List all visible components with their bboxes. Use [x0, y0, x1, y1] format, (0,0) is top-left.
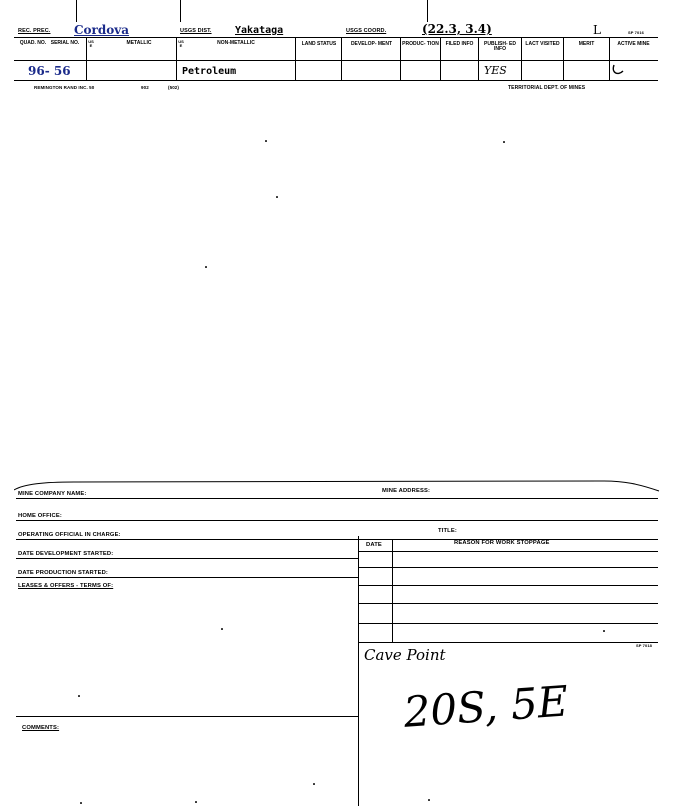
field-rule: [16, 539, 658, 540]
field-rule: [16, 498, 658, 499]
bottom-form-number: SP 7018: [636, 643, 652, 648]
scan-speck: [80, 802, 82, 804]
scan-speck: [195, 801, 197, 803]
field-rule: [16, 520, 658, 521]
usgs-dist-label: USGS DIST.: [180, 28, 212, 34]
row-rule: [14, 80, 658, 81]
printer-imprint: REMINGTON RAND INC. 50: [34, 85, 95, 90]
usgs-dist-value: Yakataga: [235, 25, 284, 36]
published-info-header: PUBLISH- ED INFO: [484, 41, 516, 53]
reason-header: REASON FOR WORK STOPPAGE: [454, 540, 550, 546]
comments-label: COMMENTS:: [22, 725, 60, 731]
metallic-header: METALLIC: [126, 40, 152, 46]
corner-mark: L: [593, 23, 601, 37]
title-label: TITLE:: [438, 528, 457, 534]
row-rule: [14, 37, 658, 38]
column-rule: [400, 37, 401, 81]
card-edge-tick: [427, 0, 428, 22]
quad-no-value: 96- 56: [28, 64, 71, 78]
active-mine-check-mark: [608, 62, 630, 80]
development-header: DEVELOP- MENT: [350, 41, 393, 47]
date-development-started-label: DATE DEVELOPMENT STARTED:: [18, 551, 114, 557]
table-rule: [358, 551, 658, 552]
rec-prec-label: REC. PREC.: [18, 28, 51, 34]
scan-speck: [313, 783, 315, 785]
column-rule: [440, 37, 441, 81]
scan-speck: [205, 266, 207, 268]
column-rule: [86, 37, 87, 81]
use-nonmetallic-header: USE: [178, 39, 184, 49]
scan-speck: [265, 140, 267, 142]
field-rule: [16, 558, 358, 559]
table-rule: [358, 642, 658, 643]
row-rule: [14, 60, 658, 61]
quad-no-header: QUAD. NO.: [19, 40, 47, 46]
handwritten-place: Cave Point: [364, 646, 446, 664]
column-rule: [295, 37, 296, 81]
scan-speck: [603, 630, 605, 632]
scan-speck: [428, 799, 430, 801]
scan-speck: [276, 196, 278, 198]
card-edge-tick: [180, 0, 181, 22]
mine-address-label: MINE ADDRESS:: [382, 488, 431, 494]
handwritten-location: 20S, 5E: [402, 676, 570, 737]
use-metallic-header: USE: [88, 39, 94, 49]
column-rule: [176, 37, 177, 81]
column-rule: [521, 37, 522, 81]
active-mine-header: ACTIVE MINE: [617, 41, 650, 47]
scan-speck: [503, 141, 505, 143]
production-header: PRODUC- TION: [402, 41, 439, 47]
field-rule: [16, 716, 358, 717]
home-office-label: HOME OFFICE:: [18, 513, 62, 519]
card-divider: [358, 536, 359, 806]
footer-code-2: (502): [168, 85, 180, 90]
form-number: SP 7016: [628, 30, 644, 35]
last-visited-header: LACT VISITED: [525, 41, 560, 47]
rec-prec-value: Cordova: [74, 23, 130, 37]
table-rule: [358, 623, 658, 624]
scan-speck: [78, 695, 80, 697]
scan-speck: [221, 628, 223, 630]
published-info-value: YES: [484, 64, 507, 77]
column-rule: [563, 37, 564, 81]
date-production-started-label: DATE PRODUCTION STARTED:: [18, 570, 109, 576]
column-rule: [478, 37, 479, 81]
merit-header: MERIT: [578, 41, 595, 47]
column-rule: [341, 37, 342, 81]
filed-info-header: FILED INFO: [445, 41, 474, 47]
issuing-department: TERRITORIAL DEPT. OF MINES: [508, 85, 586, 91]
field-rule: [16, 577, 358, 578]
nonmetallic-header: NON-METALLIC: [217, 40, 255, 46]
table-rule: [358, 567, 658, 568]
footer-code-1: 902: [141, 85, 149, 90]
mine-company-name-label: MINE COMPANY NAME:: [18, 491, 87, 497]
usgs-coord-label: USGS COORD.: [346, 28, 387, 34]
nonmetallic-value: Petroleum: [182, 66, 237, 77]
operating-official-label: OPERATING OFFICIAL IN CHARGE:: [18, 532, 121, 538]
card-top-edge: [14, 476, 662, 496]
usgs-coord-value: (22.3, 3.4): [422, 22, 492, 36]
date-column-rule: [392, 539, 393, 642]
land-status-header: LAND STATUS: [301, 41, 337, 47]
table-rule: [358, 603, 658, 604]
date-header: DATE: [366, 542, 382, 548]
table-rule: [358, 585, 658, 586]
card-edge-tick: [76, 0, 77, 22]
leases-label: LEASES & OFFERS - TERMS OF:: [18, 583, 114, 589]
serial-no-header: SERIAL NO.: [50, 40, 80, 46]
